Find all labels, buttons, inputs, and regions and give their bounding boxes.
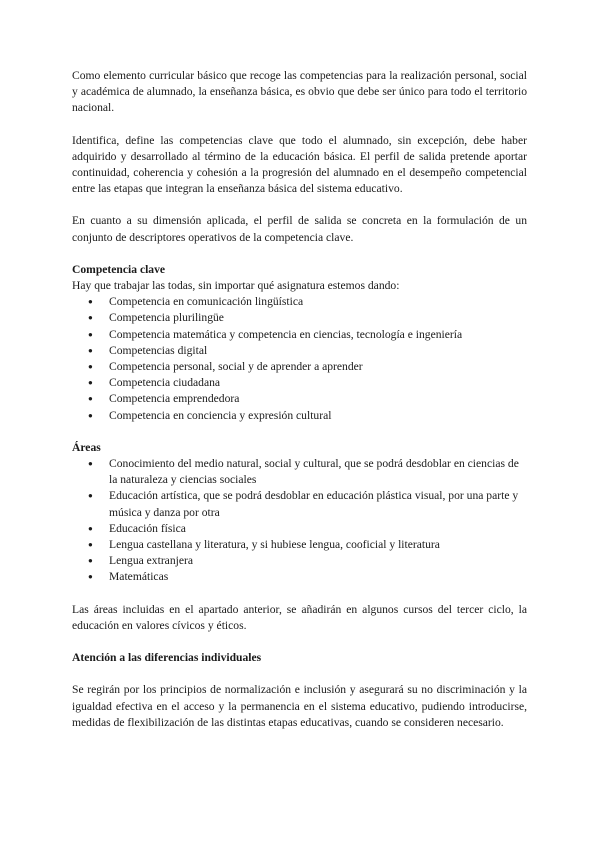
list-item: ● Conocimiento del medio natural, social y cultural, que se podrá desdoblar en ciencias de la naturaleza y ciencias sociales <box>72 456 527 488</box>
list-item: ● Competencia en comunicación lingüística <box>72 294 527 310</box>
list-item: ● Competencia plurilingüe <box>72 310 527 326</box>
areas-list <box>72 456 527 586</box>
atencion-heading: Atención a las diferencias individuales <box>72 651 262 665</box>
list-item: ● Lengua castellana y literatura, y si hubiese lengua, cooficial y literatura <box>72 537 527 553</box>
list-item: ● Educación artística, que se podrá desdoblar en educación plástica visual, por una parte y música y danza por otra <box>72 488 527 520</box>
competencias-heading: Competencia clave <box>72 262 166 276</box>
areas-note: Las áreas incluidas en el apartado anterior, se añadirán en algunos cursos del tercer ciclo, la educación en valores cívicos y éticos. <box>72 602 527 632</box>
areas-heading: Áreas <box>72 440 101 454</box>
list-item: ● Competencia ciudadana <box>72 375 527 391</box>
list-item: ● Competencia en conciencia y expresión cultural <box>72 408 527 424</box>
list-item: ● Matemáticas <box>72 569 527 585</box>
intro-paragraph: Como elemento curricular básico que recoge las competencias para la realización personal, social y académica de alumnado, la enseñanza básica, es obvio que debe ser único para todo el territorio nacional. <box>72 69 527 115</box>
list-item: ● Competencia matemática y competencia en ciencias, tecnología e ingeniería <box>72 327 527 343</box>
document-body <box>72 68 527 731</box>
competencias-intro: Hay que trabajar las todas, sin importar qué asignatura estemos dando: <box>72 279 400 293</box>
list-item: ● Competencia emprendedora <box>72 391 527 407</box>
list-item: ● Lengua extranjera <box>72 553 527 569</box>
dimension-paragraph: En cuanto a su dimensión aplicada, el perfil de salida se concreta en la formulación de un conjunto de descriptores operativos de la competencia clave. <box>72 214 527 244</box>
list-item: ● Competencias digital <box>72 343 527 359</box>
list-item: ● Competencia personal, social y de aprender a aprender <box>72 359 527 375</box>
competencias-list <box>72 294 527 424</box>
list-item: ● Educación física <box>72 521 527 537</box>
definition-paragraph: Identifica, define las competencias clave que todo el alumnado, sin excepción, debe haber adquirido y desarrollado al término de la educación básica. El perfil de salida pretende aportar continuidad, coherencia y cohesión a la progresión del alumnado en el desempeño competencial entre las etapas que integran la enseñanza básica del sistema educativo. <box>72 133 527 196</box>
atencion-paragraph: Se regirán por los principios de normalización e inclusión y asegurará su no discriminación y la igualdad efectiva en el acceso y la permanencia en el sistema educativo, pudiendo introducirse, medidas de flexibilización de las distintas etapas educativas, cuando se consideren necesario. <box>72 683 527 729</box>
